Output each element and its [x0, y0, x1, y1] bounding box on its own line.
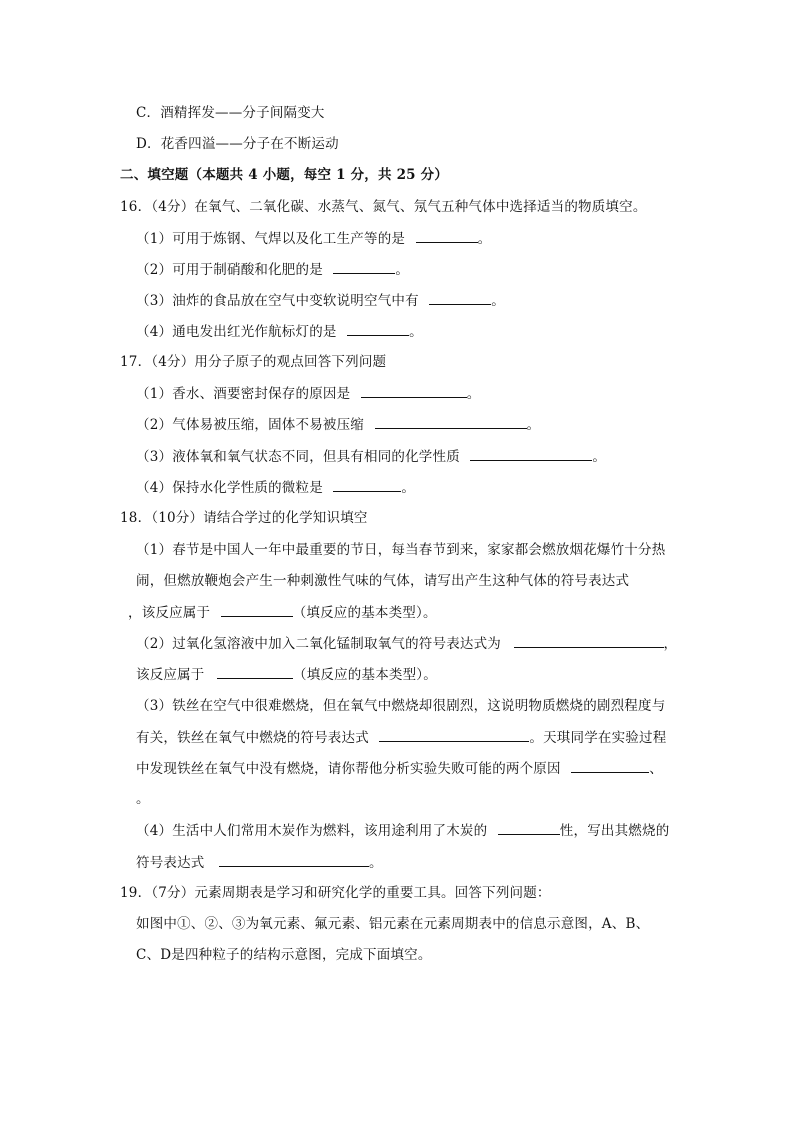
answer-blank[interactable]	[416, 228, 478, 243]
answer-blank[interactable]	[347, 321, 409, 336]
answer-blank[interactable]	[379, 727, 529, 742]
answer-blank[interactable]	[221, 602, 293, 617]
answer-blank[interactable]	[429, 290, 491, 305]
question-16-part-1: （1）可用于炼钢、气焊以及化工生产等的是 。	[136, 228, 491, 249]
question-17-part-1: （1）香水、酒要密封保存的原因是 。	[136, 383, 481, 404]
question-18-part-1-line-1: （1）春节是中国人一年中最重要的节日，每当春节到来，家家都会燃放烟花爆竹十分热	[136, 542, 666, 558]
question-18-part-3-line-3: 中发现铁丝在氧气中没有燃烧，请你帮他分析实验失败可能的两个原因 、	[136, 758, 663, 779]
answer-blank[interactable]	[361, 383, 467, 398]
question-17-part-2: （2）气体易被压缩，固体不易被压缩 。	[136, 414, 540, 435]
question-18-part-3-line-1: （3）铁丝在空气中很难燃烧，但在氧气中燃烧却很剧烈，这说明物质燃烧的剧烈程度与	[136, 698, 666, 714]
answer-blank[interactable]	[375, 414, 527, 429]
question-18-part-2-line-1: （2）过氧化氢溶液中加入二氧化锰制取氧气的符号表达式为 ，	[136, 633, 677, 654]
section-2-title: 二、填空题（本题共 4 小题，每空 1 分，共 25 分）	[120, 167, 449, 183]
question-16-stem: 16．（4分）在氧气、二氧化碳、水蒸气、氮气、氖气五种气体中选择适当的物质填空。	[120, 199, 647, 215]
question-16-part-3: （3）油炸的食品放在空气中变软说明空气中有 。	[136, 290, 505, 311]
question-18-part-4-line-2: 符号表达式 。	[136, 852, 383, 873]
question-18-part-1-line-3: ，该反应属于 （填反应的基本类型）。	[128, 602, 437, 623]
question-19-line-2: C、D是四种粒子的结构示意图，完成下面填空。	[136, 947, 432, 963]
question-18-part-4-line-1: （4）生活中人们常用木炭作为燃料，该用途利用了木炭的 性，写出其燃烧的	[136, 820, 669, 841]
answer-blank[interactable]	[498, 820, 560, 835]
question-19-stem: 19．（7分）元素周期表是学习和研究化学的重要工具。回答下列问题：	[120, 885, 551, 901]
question-16-part-2: （2）可用于制硝酸和化肥的是 。	[136, 259, 409, 280]
q15-option-c: C．酒精挥发——分子间隔变大	[136, 105, 325, 121]
question-18-part-3-line-2: 有关，铁丝在氧气中燃烧的符号表达式 。天琪同学在实验过程	[136, 727, 666, 748]
q15-option-d: D．花香四溢——分子在不断运动	[136, 136, 339, 152]
answer-blank[interactable]	[333, 477, 401, 492]
question-17-part-3: （3）液体氧和氧气状态不同，但具有相同的化学性质 。	[136, 446, 606, 467]
answer-blank[interactable]	[470, 446, 592, 461]
question-18-part-2-line-2: 该反应属于 （填反应的基本类型）。	[136, 664, 437, 685]
answer-blank[interactable]	[219, 852, 369, 867]
question-18-part-3-line-4: 。	[136, 791, 150, 807]
answer-blank[interactable]	[571, 758, 649, 773]
question-17-part-4: （4）保持水化学性质的微粒是 。	[136, 477, 415, 498]
answer-blank[interactable]	[514, 633, 664, 648]
question-19-line-1: 如图中①、②、③为氧元素、氟元素、铝元素在元素周期表中的信息示意图，A、B、	[136, 916, 650, 932]
question-18-stem: 18．（10分）请结合学过的化学知识填空	[120, 510, 368, 526]
question-18-part-1-line-2: 闹，但燃放鞭炮会产生一种刺激性气味的气体，请写出产生这种气体的符号表达式	[136, 573, 630, 589]
answer-blank[interactable]	[217, 664, 293, 679]
answer-blank[interactable]	[333, 259, 395, 274]
question-16-part-4: （4）通电发出红光作航标灯的是 。	[136, 321, 423, 342]
question-17-stem: 17．（4分）用分子原子的观点回答下列问题	[120, 354, 387, 370]
